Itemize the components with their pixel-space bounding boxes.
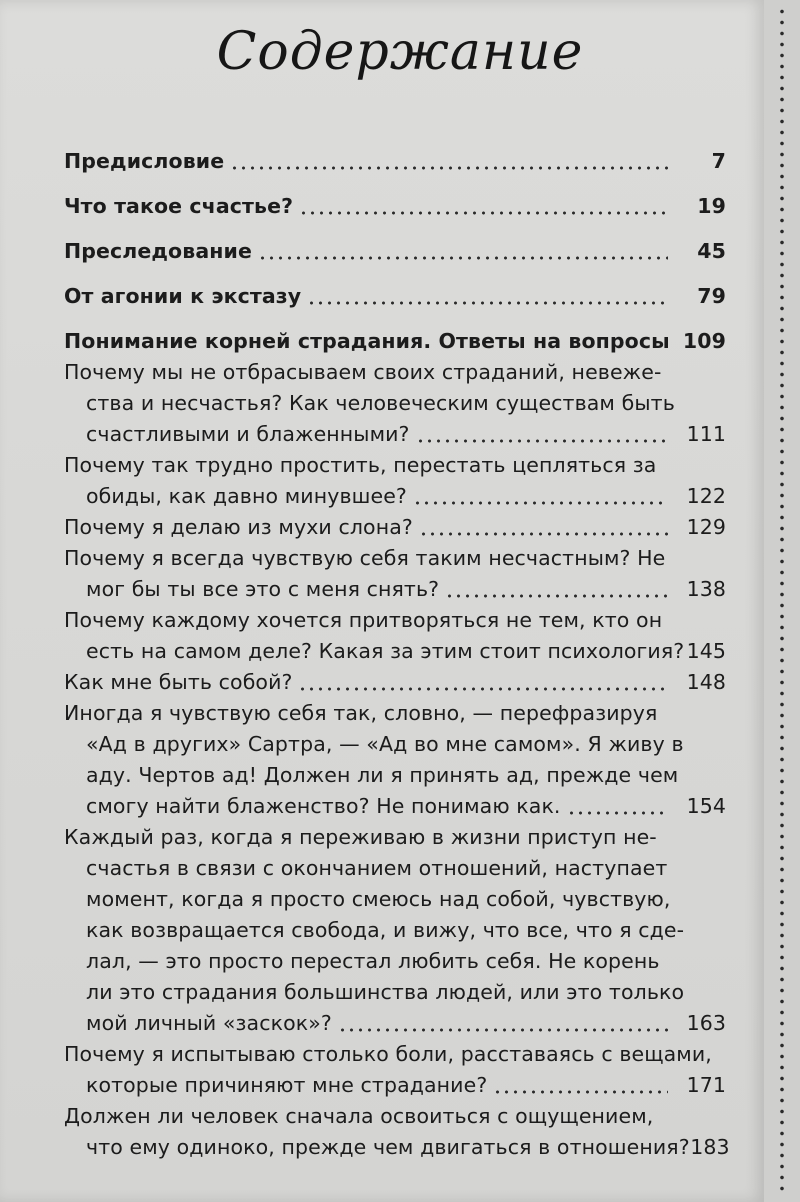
- toc-entry-text: Как мне быть собой?: [64, 670, 293, 694]
- toc-entry-text: Что такое счастье?: [64, 194, 294, 218]
- toc-entry-text: Преследование: [64, 239, 252, 263]
- toc-entry-text: смогу найти блаженство? Не понимаю как.: [86, 794, 561, 818]
- toc-entry: [64, 1039, 726, 1101]
- toc-entry-text: Иногда я чувствую себя так, словно, — перефразируя: [64, 701, 658, 725]
- toc-entry-text: мой личный «заскок»?: [86, 1011, 332, 1035]
- dot-leader: [416, 439, 668, 443]
- toc-entry-text: Почему каждому хочется притворяться не тем, кто он: [64, 608, 663, 632]
- toc-entry-line: [64, 191, 726, 222]
- toc-entry-line: [64, 388, 726, 419]
- page-number: 183: [690, 1135, 730, 1159]
- toc-entry-line: [64, 1039, 726, 1070]
- dot-leader: [299, 211, 668, 215]
- toc-entry: [64, 191, 726, 222]
- toc-entry-line: [64, 481, 726, 512]
- toc-entry: [64, 236, 726, 267]
- toc-entry-line: [64, 729, 726, 760]
- toc-entry-text: От агонии к экстазу: [64, 284, 302, 308]
- toc-entry-text: как возвращается свобода, и вижу, что все, что я сде-: [86, 918, 685, 942]
- toc-entry: [64, 281, 726, 312]
- toc-entry: [64, 698, 726, 822]
- toc-entry: [64, 450, 726, 512]
- page-number: 111: [686, 422, 726, 446]
- toc-entry-line: [64, 419, 726, 450]
- toc-entry-line: [64, 236, 726, 267]
- page-number: 154: [686, 794, 726, 818]
- dot-leader: [258, 256, 668, 260]
- toc-entry-line: [64, 977, 726, 1008]
- toc-entry-line: [64, 791, 726, 822]
- toc-entry: [64, 146, 726, 177]
- toc-entry-text: ли это страдания большинства людей, или это только: [86, 980, 685, 1004]
- dot-leader: [445, 594, 668, 598]
- toc-entry-line: [64, 822, 726, 853]
- toc-entry-text: ства и несчастья? Как человеческим существам быть: [86, 391, 675, 415]
- toc-entry-line: [64, 281, 726, 312]
- toc-entry-line: [64, 512, 726, 543]
- page-number: 45: [697, 239, 726, 263]
- toc-entry-text: обиды, как давно минувшее?: [86, 484, 407, 508]
- page-number: 79: [697, 284, 726, 308]
- toc-entry-line: [64, 667, 726, 698]
- toc-entry-text: есть на самом деле? Какая за этим стоит психология?: [86, 639, 685, 663]
- dot-leader: [338, 1028, 668, 1032]
- perforation-dots: [780, 6, 784, 1196]
- dot-leader: [493, 1090, 668, 1094]
- toc-entry-line: [64, 636, 726, 667]
- toc-entry-line: [64, 1070, 726, 1101]
- dot-leader: [413, 501, 668, 505]
- page-number: 171: [686, 1073, 726, 1097]
- page-number: 148: [686, 670, 726, 694]
- toc-entry-text: счастья в связи с окончанием отношений, наступает: [86, 856, 668, 880]
- toc-entry-text: «Ад в других» Сартра, — «Ад во мне самом». Я живу в: [86, 732, 684, 756]
- toc-entry-text: счастливыми и блаженными?: [86, 422, 410, 446]
- toc-entry-text: мог бы ты все это с меня снять?: [86, 577, 440, 601]
- toc-entry-line: [64, 1008, 726, 1039]
- toc-entry-text: что ему одиноко, прежде чем двигаться в отношения?: [86, 1135, 690, 1159]
- toc-entry: [64, 1101, 730, 1163]
- dot-leader: [567, 811, 668, 815]
- toc-entry-line: [64, 1101, 726, 1132]
- toc-entry-text: Почему мы не отбрасываем своих страданий, невеже-: [64, 360, 662, 384]
- toc-entry-text: Почему я испытываю столько боли, расставаясь с вещами,: [64, 1042, 712, 1066]
- toc-entry-line: [64, 605, 726, 636]
- page-edge: [764, 0, 800, 1202]
- toc-entry-text: Почему так трудно простить, перестать цепляться за: [64, 453, 657, 477]
- toc-entry-text: Каждый раз, когда я переживаю в жизни приступ не-: [64, 825, 657, 849]
- toc-entry: [64, 605, 726, 667]
- toc-entry-line: [64, 326, 726, 357]
- toc-entry-text: лал, — это просто перестал любить себя. Не корень: [86, 949, 660, 973]
- toc-entry-line: [64, 853, 726, 884]
- toc-entry-line: [64, 884, 726, 915]
- toc-entry-text: Предисловие: [64, 149, 225, 173]
- toc-entry-line: [64, 698, 726, 729]
- toc-entry: [64, 667, 726, 698]
- toc-entry-text: аду. Чертов ад! Должен ли я принять ад, прежде чем: [86, 763, 679, 787]
- toc-entry: [64, 512, 726, 543]
- table-of-contents: [64, 146, 730, 1163]
- toc-entry-text: Понимание корней страдания. Ответы на вопросы: [64, 329, 670, 353]
- toc-entry-line: [64, 450, 726, 481]
- toc-entry: [64, 326, 726, 357]
- toc-entry-line: [64, 915, 726, 946]
- page-title: Содержание: [216, 22, 584, 82]
- page-number: 122: [686, 484, 726, 508]
- page-number: 109: [682, 329, 726, 353]
- dot-leader: [230, 166, 668, 170]
- toc-entry-line: [64, 357, 726, 388]
- toc-entry-line: [64, 946, 726, 977]
- toc-entry-line: [64, 574, 726, 605]
- toc-entry: [64, 357, 726, 450]
- page-number: 19: [697, 194, 726, 218]
- page-number: 129: [686, 515, 726, 539]
- toc-entry-line: [64, 543, 726, 574]
- dot-leader: [298, 687, 668, 691]
- dot-leader: [307, 301, 668, 305]
- page-number: 163: [686, 1011, 726, 1035]
- page-number: 145: [686, 639, 726, 663]
- toc-entry-line: [64, 760, 726, 791]
- toc-entry-text: момент, когда я просто смеюсь над собой, чувствую,: [86, 887, 671, 911]
- toc-entry: [64, 822, 726, 1039]
- toc-entry-line: [64, 1132, 730, 1163]
- toc-entry-text: Почему я делаю из мухи слона?: [64, 515, 413, 539]
- dot-leader: [419, 532, 668, 536]
- toc-entry-text: которые причиняют мне страдание?: [86, 1073, 488, 1097]
- page-number: 7: [711, 149, 726, 173]
- toc-entry: [64, 543, 726, 605]
- toc-entry-line: [64, 146, 726, 177]
- toc-entry-text: Должен ли человек сначала освоиться с ощущением,: [64, 1104, 654, 1128]
- page-number: 138: [686, 577, 726, 601]
- toc-entry-text: Почему я всегда чувствую себя таким несчастным? Не: [64, 546, 666, 570]
